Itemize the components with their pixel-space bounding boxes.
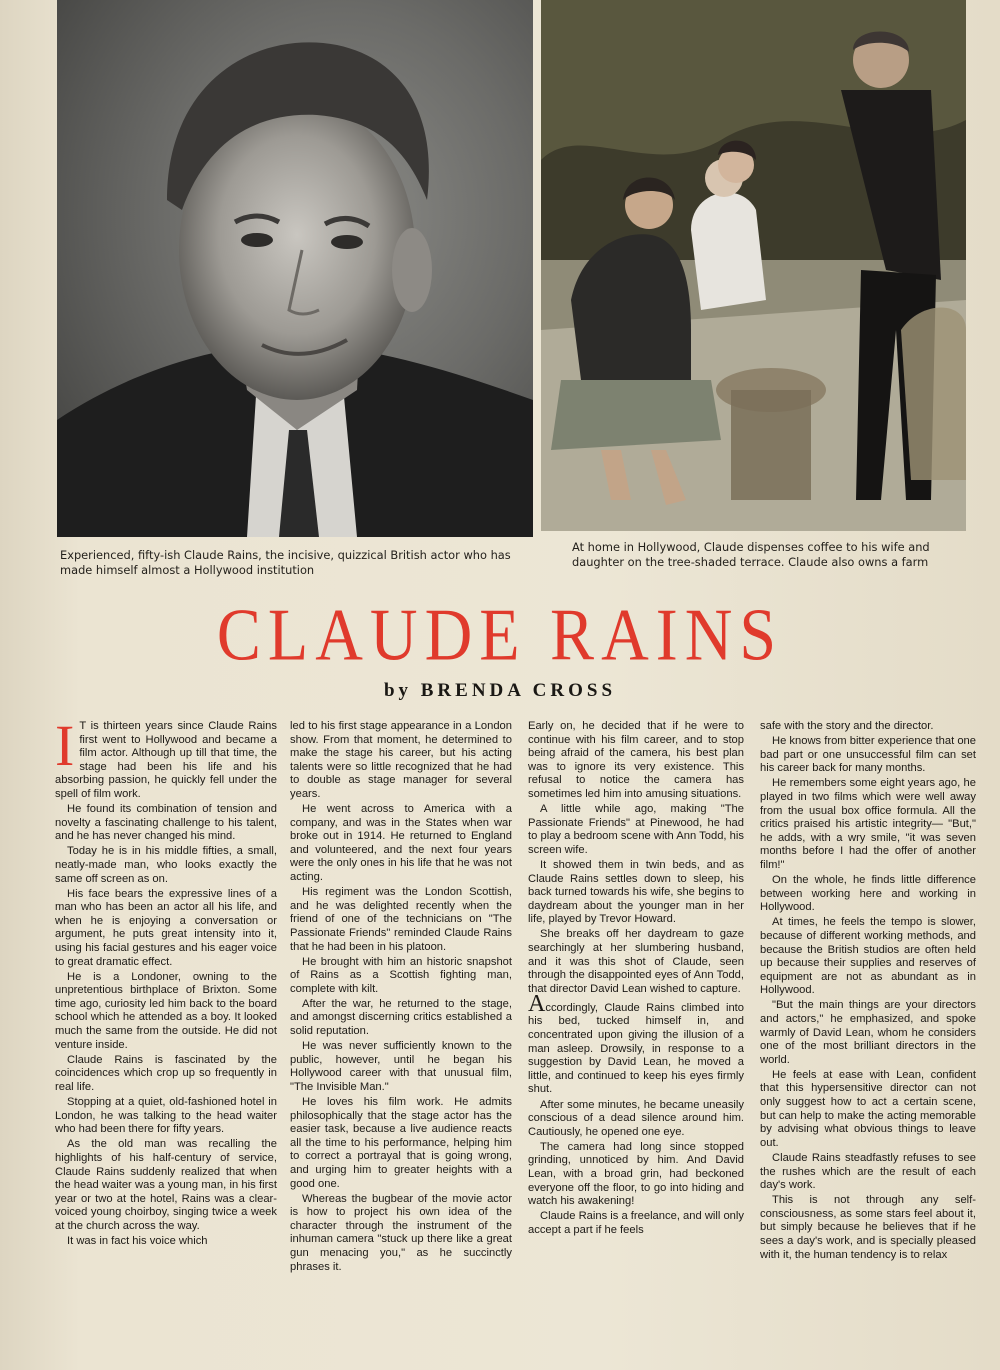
paragraph: Whereas the bugbear of the movie actor is how to project his own idea of the character through the instrument of the inhuman camera "stuck up there like a great gun menacing you," as he succinctly phrases it. — [290, 1192, 512, 1273]
caption-right: At home in Hollywood, Claude dispenses coffee to his wife and daughter on the tree-shaded terrace. Claude also owns a farm — [572, 540, 930, 569]
paragraph: He was never sufficiently known to the public, however, until he began his Hollywood career with that unusual film, "The Invisible Man." — [290, 1040, 512, 1093]
paragraph: He loves his film work. He admits philosophically that the stage actor has the easier task, because a live audience reacts all the time to his performance, helping him to correct a portrayal that is going wrong, and urging him to greater heights with a good one. — [290, 1096, 512, 1190]
family-illustration — [541, 0, 966, 531]
paragraph: led to his first stage appearance in a London show. From that moment, he determined to make the stage his career, but his acting talents were so little recognized that he had to double as stage manager for several years. — [290, 720, 512, 800]
article-byline: by BRENDA CROSS — [383, 680, 617, 701]
paragraph: He found its combination of tension and novelty a fascinating challenge to his talent, and he has never changed his mind. — [55, 803, 277, 843]
portrait-photo — [57, 0, 533, 537]
paragraph: He feels at ease with Lean, confident that this hypersensitive director can not only suggest how to act a certain scene, but can help to make the acting memorable by advising what obvious things to leave out. — [760, 1068, 976, 1149]
article-column-2 — [290, 720, 512, 1276]
family-photo — [541, 0, 966, 531]
paragraph: He remembers some eight years ago, he played in two films which were well away from the usual box office formula. All the critics praised his artistic integrity— "But," he adds, with a wry smile, "it was seven months before I had the offer of another film!" — [760, 777, 976, 871]
paragraph: Accordingly, Claude Rains climbed into his bed, tucked himself in, and concentrated upon giving the illusion of a man asleep. Drowsily, in response to a suggestion by David Lean, he moved a little, and continued to keep his eyes firmly shut. — [528, 990, 744, 1096]
paragraph: The camera had long since stopped grinding, unnoticed by him. And David Lean, with a broad grin, had beckoned everyone off the floor, to go into hiding and watch his awakening! — [528, 1140, 744, 1208]
paragraph: Stopping at a quiet, old-fashioned hotel in London, he was talking to the head waiter who had been there for fifty years. — [55, 1096, 277, 1136]
paragraph: Claude Rains is fascinated by the coincidences which crop up so frequently in real life. — [55, 1053, 277, 1093]
paragraph: Today he is in his middle fifties, a small, neatly-made man, who looks exactly the same off screen as on. — [55, 845, 277, 885]
paragraph: At times, he feels the tempo is slower, because of different working methods, and because the British studios are often held up because their supplies and reserves of equipment are not as abundant as in Hollywood. — [760, 916, 976, 997]
paragraph: His face bears the expressive lines of a man who has been an actor all his life, and when he is enjoying a conversation or argument, he puts great intensity into it, using his facial gestures and his eager voice to great dramatic effect. — [55, 887, 277, 968]
article-title: CLAUDE RAINS — [216, 594, 784, 677]
paragraph: After some minutes, he became uneasily conscious of a dead silence around him. Cautiously, he opened one eye. — [528, 1098, 744, 1138]
paragraph: She breaks off her daydream to gaze searchingly at her slumbering husband, and it was this shot of Claude, seen through the disappointed eyes of Ann Todd, that director David Lean wished to capture. — [528, 928, 744, 995]
paragraph: On the whole, he finds little difference between working here and working in Hollywood. — [760, 874, 976, 914]
caption-left: Experienced, fifty-ish Claude Rains, the incisive, quizzical British actor who has made himself almost a Hollywood institution — [60, 548, 511, 577]
portrait-illustration — [57, 0, 533, 537]
paragraph: Claude Rains steadfastly refuses to see the rushes which are the result of each day's work. — [760, 1151, 976, 1192]
paragraph: He brought with him an historic snapshot of Rains as a Scottish fighting man, complete with kilt. — [290, 955, 512, 995]
paragraph: safe with the story and the director. — [760, 720, 934, 732]
article-column-4 — [760, 720, 976, 1264]
drop-cap: A — [528, 990, 546, 1017]
article-column-1 — [55, 713, 277, 1250]
paragraph: He went across to America with a company, and was in the States when war broke out in 1914. He returned to England and volunteered, and the next four years were the only ones in his life that he was not acting. — [290, 803, 512, 884]
drop-cap: I — [55, 713, 75, 778]
paragraph: His regiment was the London Scottish, and he was delighted recently when the friend of one of the technicians on "The Passionate Friends" reminded Claude Rains that he had been in his platoon. — [290, 886, 512, 953]
paragraph: He knows from bitter experience that one bad part or one unsuccessful film can set his career back for many months. — [760, 735, 976, 775]
paragraph: A little while ago, making "The Passionate Friends" at Pinewood, he had to play a bedroom scene with Ann Todd, his screen wife. — [528, 803, 744, 856]
paragraph: After the war, he returned to the stage, and amongst discerning critics established a solid reputation. — [290, 997, 512, 1038]
paragraph: It showed them in twin beds, and as Claude Rains settles down to sleep, his back turned towards his wife, she begins to daydream about the younger man in her life, played by Trevor Howard. — [528, 858, 744, 926]
paragraph: "But the main things are your directors and actors," he emphasized, and spoke warmly of David Lean, whom he considers one of the most brilliant directors in the world. — [760, 999, 976, 1066]
paragraph: This is not through any self-consciousness, as some stars feel about it, but simply because he believes that if he sees a day's work, and is specially pleased with it, the human tendency is to relax — [760, 1194, 976, 1261]
paragraph: I T is thirteen years since Claude Rains first went to Hollywood and became a film actor. Although up till that time, the stage had been his life and his absorbing passion, he quickly fell under the spell of film work. — [55, 713, 277, 800]
paragraph: He is a Londoner, owning to the unpretentious birthplace of Brixton. Some time ago, curiosity led him back to the board school which he attended as a boy. It looked much the same from the outside. He did not venture inside. — [55, 970, 277, 1051]
paragraph: Early on, he decided that if he were to continue with his film career, and to stop being afraid of the camera, his best plan was to ignore its very existence. This refusal to notice the camera has sometimes led him into amusing situations. — [528, 720, 744, 800]
paragraph: As the old man was recalling the highlights of his half-century of service, Claude Rains suddenly realized that when the head waiter was a young man, in his first year or two at the hotel, Rains was a clear-voiced young choirboy, singing twice a week at the church across the way. — [55, 1138, 277, 1232]
paragraph: It was in fact his voice which — [67, 1234, 208, 1247]
paragraph: Claude Rains is a freelance, and will only accept a part if he feels — [528, 1210, 744, 1236]
article-column-3 — [528, 720, 744, 1239]
